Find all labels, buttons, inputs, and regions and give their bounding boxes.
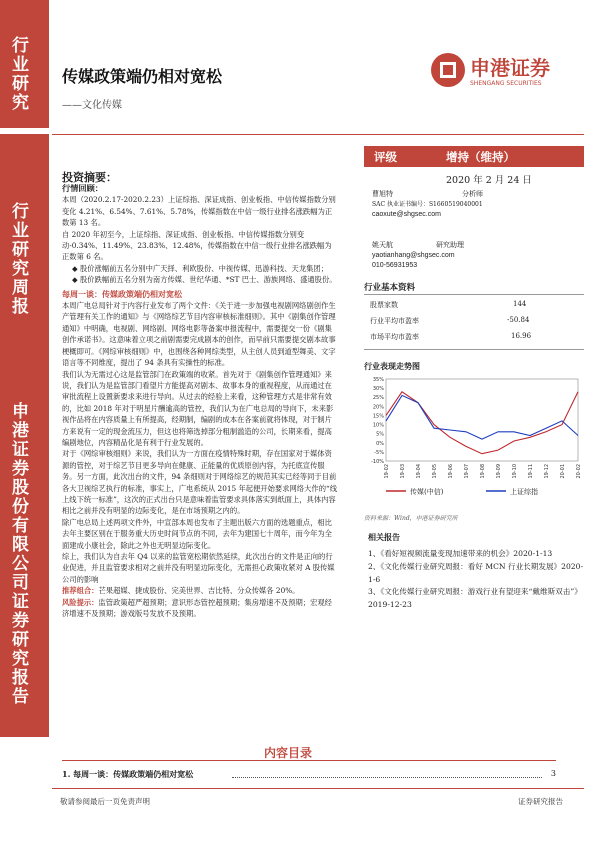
rating-bar bbox=[364, 146, 584, 167]
industry-divider bbox=[364, 294, 584, 295]
x-tick-label: 19-06 bbox=[448, 464, 454, 479]
industry-heading: 行业基本资料 bbox=[364, 283, 416, 293]
related-heading: 相关报告 bbox=[368, 532, 400, 542]
x-tick-label: 19-08 bbox=[480, 464, 486, 479]
gainers-text: 股价涨幅前五名分别中广天择、利欧股份、中视传媒、迅游科技、天龙集团； bbox=[79, 263, 329, 273]
summary-heading: 投资摘要： bbox=[62, 171, 117, 184]
related-item[interactable]: 3、《文化传媒行业研究周报：游戏行业有望迎来“戴维斯双击”》2019-12-23 bbox=[368, 587, 582, 610]
side-band-top bbox=[0, 0, 49, 128]
industry-row-label: 市场平均市盈率 bbox=[370, 333, 419, 341]
review-paragraph: 本周（2020.2.17-2020.2.23）上证综指、深证成指、创业板指、中信传媒指数分别变化 4.21%、6.54%、7.61%、5.78%，传媒指数在中信一级行业排名涨跌幅为正数第 13 名。 bbox=[62, 195, 336, 228]
related-list bbox=[368, 548, 584, 612]
review-paragraph: 自 2020 年初至今，上证综指、深证成指、创业板指、中信传媒指数分别变动-0.34%、11.49%、23.83%、12.48%，传媒指数在中信一级行业排名涨跌幅为正数第 6 名。 bbox=[62, 229, 332, 262]
recommendation-label: 推荐组合： bbox=[62, 586, 99, 596]
y-tick-label: 5% bbox=[376, 431, 384, 438]
analyst-block bbox=[372, 189, 584, 221]
y-tick-label: 15% bbox=[372, 413, 384, 420]
x-tick-label: 19-02 bbox=[384, 464, 390, 479]
performance-chart bbox=[364, 373, 584, 503]
analyst-row bbox=[372, 240, 584, 251]
x-tick-label: 19-09 bbox=[496, 464, 502, 479]
page-title: 传媒政策端仍相对宽松 bbox=[62, 67, 223, 86]
x-tick-label: 19-11 bbox=[528, 464, 534, 479]
industry-row-label: 股票家数 bbox=[370, 301, 398, 309]
chart-heading: 行业表现走势图 bbox=[364, 361, 420, 371]
y-tick-label: 35% bbox=[372, 377, 384, 383]
analyst-name: 姚天航 bbox=[372, 241, 393, 249]
recommendation bbox=[62, 585, 338, 596]
y-tick-label: 0% bbox=[376, 440, 384, 447]
weekly-paragraph: 我们认为无需过心这是监管部门在政策端的收紧。首先对于《剧集创作管理通知》来说，我们认为是监管部门看望片方能提高对剧本、故事本身的重视程度，从而通过在审批流程上设置新要求来进行导向。从过去的经验上来看，这种管理方式是非常有效的，比如 2018 年对于明星片酬逾高的管控，我们认为在广电总局的导向下，未来影视作品将在内容质量上有所提高，经期制，编剧的成本在各案前就将体现，对于制片方来说有一定的现金流压力，但这也将筛选掉部分粗制滥造的公司，长期来看，提高编剧地位，内容精品化是有利于行业发展的。 bbox=[62, 369, 334, 447]
summary-body bbox=[62, 183, 338, 619]
gainers-bullet: ◆ 股价涨幅前五名分别中广天择、利欧股份、中视传媒、迅游科技、天龙集团； bbox=[72, 263, 329, 273]
legend-label: 传媒(中信) bbox=[410, 488, 444, 496]
logo-mark-icon bbox=[428, 50, 468, 90]
header-divider bbox=[52, 134, 584, 135]
logo-name-en: SHENGANG SECURITIES bbox=[470, 80, 542, 87]
analyst-title: 分析师 bbox=[462, 190, 483, 198]
side-band-middle-text: 行业研究周报 bbox=[8, 202, 28, 316]
chart-plot-frame bbox=[386, 379, 578, 461]
analyst-row bbox=[372, 189, 584, 200]
industry-row-label: 行业平均市盈率 bbox=[370, 317, 419, 325]
related-item[interactable]: 1、《看好短视频流量变现加速带来的机会》2020-1-13 bbox=[368, 549, 553, 558]
y-tick-label: 25% bbox=[372, 395, 384, 402]
analyst-title: 研究助理 bbox=[436, 241, 464, 249]
toc-entry-title: 1. 每周一谈：传媒政策端仍相对宽松 bbox=[62, 769, 194, 779]
industry-row-value: 144 bbox=[513, 300, 527, 308]
side-band-middle bbox=[0, 134, 49, 382]
analyst-block bbox=[372, 240, 584, 272]
toc-leader bbox=[232, 777, 542, 778]
x-tick-label: 20-01 bbox=[560, 464, 566, 479]
rating-label: 评级 bbox=[374, 150, 397, 164]
analyst-phone: 010-56931953 bbox=[372, 262, 418, 269]
rating-value: 增持（维持） bbox=[446, 150, 515, 164]
risk-label: 风险提示： bbox=[62, 597, 99, 607]
logo-name: 申港证券 bbox=[470, 56, 550, 80]
y-tick-label: 20% bbox=[372, 404, 384, 411]
weekly-paragraph: 本周广电总局针对于内容行业发布了两个文件：《关于进一步加强电视剧网络剧创作生产管理有关工作的通知》与《网络综艺节目内容审核标准细则》。其中《剧集创作管理通知》中明确，电视剧、网络剧、网络电影等备案申报流程中，需要提交一份《剧集创作承诺书》。这意味着立项之前剧需要完成剧本的创作，而早前只需要提交剧本故事梗概即可。《网综审核细则》中，也围绕各种网综类型，从主创人员到道型舞美、文字语言等不同维度，提出了 94 条具有实操性的标准。 bbox=[62, 301, 336, 368]
weekly-paragraph: 对于《网综审核细则》来说，我们认为一方面在疫情特殊时期，存在国家对于媒体资源的管控，对于综艺节目更多导向在健康、正能量的优质原创内容，为托底宣传服务。另一方面，此次出台的文件，94 条细则对于网络综艺的规范其实已经等同于目前各大卫视综艺执行的标准，事实上，广电系统从 2015 年起便开始要求网络大作的“线上线下统一标准”，这次的正式出台只是意味着监管要求具体落实到纸面上，具体内容相比之前并没有明显的边际变化，是在市场预期之内的。 bbox=[62, 449, 338, 516]
footer-disclaimer: 敬请参阅最后一页免责声明 bbox=[60, 797, 150, 806]
analyst-email[interactable]: yaotianhang@shgsec.com bbox=[372, 251, 455, 259]
y-tick-label: -10% bbox=[371, 459, 384, 465]
side-band-top-text: 行业研究 bbox=[8, 36, 28, 112]
chart-source: 资料来源：Wind，申港证券研究所 bbox=[364, 515, 458, 522]
toc-entry-page: 3 bbox=[550, 769, 556, 778]
review-heading: 行情回顾： bbox=[62, 183, 103, 193]
toc-entry[interactable] bbox=[62, 769, 556, 780]
x-tick-label: 19-10 bbox=[512, 464, 518, 479]
losers-bullet: ◆ 股价跌幅前五名分别为南方传媒、世纪华通、*ST 巴士、游族网络、盛通股份。 bbox=[72, 275, 337, 285]
weekly-paragraph: 除广电总局上述两项文件外，中宣部本周也发布了主题出版六方面的选题重点，相比去年主要区别在于服务重大历史时间节点的不同，去年为建国七十周年，而今年为全面建成小康社会，除此之外也无明显边际变化。 bbox=[62, 517, 332, 550]
risk-text: 监管政策超严超预期；意识形态管控超预期；集房增速不及预期；宏观经济增速不及预期；游戏版号发放不及预期。 bbox=[62, 597, 332, 619]
x-tick-label: 19-12 bbox=[544, 464, 550, 479]
toc-heading: 内容目录 bbox=[264, 746, 313, 760]
x-tick-label: 19-07 bbox=[464, 464, 470, 479]
toc-divider bbox=[62, 760, 556, 761]
x-tick-label: 19-03 bbox=[400, 464, 406, 479]
report-date: 2020 年 2 月 24 日 bbox=[446, 175, 532, 186]
industry-row-value: -50.84 bbox=[507, 316, 530, 324]
weekly-paragraph: 综上，我们认为自去年 Q4 以来的监管宽松期依然延续，此次出台的文件是正向的行业促进，并且监管要求相对之前并没有明显边际变化，无需担心政策收紧对 A 股传媒公司的影响 bbox=[62, 552, 335, 584]
losers-text: 股价跌幅前五名分别为南方传媒、世纪华通、*ST 巴士、游族网络、盛通股份。 bbox=[79, 275, 337, 285]
related-item[interactable]: 2、《文化传媒行业研究周报：看好 MCN 行业长期发展》2020-1-6 bbox=[368, 561, 584, 584]
footer-label: 证券研究报告 bbox=[518, 797, 563, 806]
side-band-bottom-text: 申港证券股份有限公司证券研究报告 bbox=[8, 402, 28, 706]
legend-label: 上证综指 bbox=[510, 488, 538, 496]
y-tick-label: -5% bbox=[374, 449, 384, 456]
x-tick-label: 20-02 bbox=[576, 464, 582, 479]
risk-warning bbox=[62, 597, 338, 620]
analyst-cert: SAC 执业证书编号：S1660519040001 bbox=[372, 200, 483, 208]
analyst-email[interactable]: caoxute@shgsec.com bbox=[372, 211, 441, 218]
analyst-name: 曹旭特 bbox=[372, 190, 393, 198]
industry-divider bbox=[364, 349, 584, 350]
side-band-bottom bbox=[0, 382, 49, 737]
series-line bbox=[386, 395, 578, 439]
page-subtitle: ——文化传媒 bbox=[62, 100, 122, 111]
industry-row-value: 16.96 bbox=[511, 332, 532, 340]
x-tick-label: 19-04 bbox=[416, 464, 422, 479]
recommendation-text: 芒果超媒、捷成股份、完美世界、吉比特、分众传媒各 20%。 bbox=[98, 586, 300, 596]
weekly-heading: 每周一谈：传媒政策端仍相对宽松 bbox=[62, 288, 182, 299]
y-tick-label: 10% bbox=[372, 422, 384, 429]
footer-divider bbox=[52, 788, 584, 789]
y-tick-label: 30% bbox=[372, 386, 384, 393]
x-tick-label: 19-05 bbox=[432, 464, 438, 479]
